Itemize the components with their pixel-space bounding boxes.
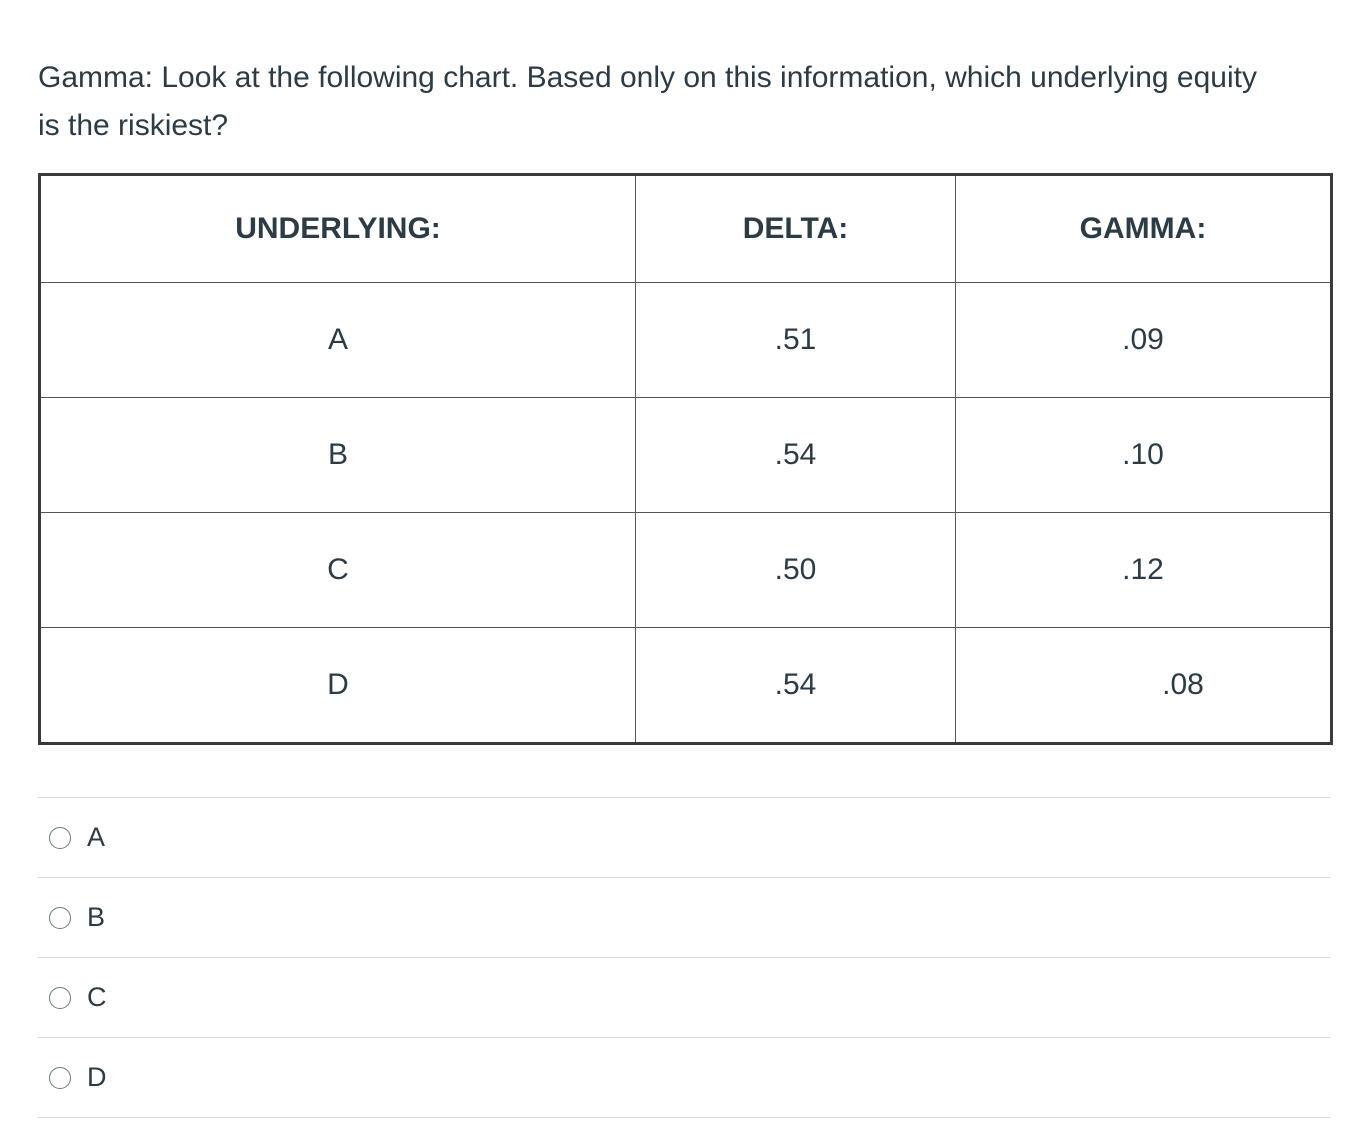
radio-button-icon[interactable]: [49, 907, 71, 929]
radio-button-icon[interactable]: [49, 1067, 71, 1089]
cell-underlying: A: [40, 283, 636, 398]
header-underlying: UNDERLYING:: [40, 175, 636, 283]
table-row: [40, 513, 1332, 628]
cell-underlying: B: [40, 398, 636, 513]
cell-delta: .54: [636, 398, 956, 513]
greeks-table: [38, 173, 1333, 745]
answer-label[interactable]: D: [87, 1062, 107, 1092]
table-row: [40, 398, 1332, 513]
answer-option-c[interactable]: [38, 958, 1330, 1038]
answer-label[interactable]: B: [87, 902, 106, 932]
header-gamma: GAMMA:: [956, 175, 1332, 283]
answer-option-b[interactable]: [38, 878, 1330, 958]
cell-delta: .50: [636, 513, 956, 628]
radio-button-icon[interactable]: [49, 987, 71, 1009]
cell-delta: .54: [636, 628, 956, 744]
table-row: [40, 283, 1332, 398]
cell-gamma: .12: [956, 513, 1332, 628]
cell-underlying: D: [40, 628, 636, 744]
answer-list: [38, 797, 1330, 1118]
table-header-row: [40, 175, 1332, 283]
answer-option-d[interactable]: [38, 1038, 1330, 1118]
cell-gamma: .09: [956, 283, 1332, 398]
answer-label[interactable]: A: [87, 822, 106, 852]
cell-underlying: C: [40, 513, 636, 628]
cell-delta: .51: [636, 283, 956, 398]
answer-label[interactable]: C: [87, 982, 107, 1012]
answer-option-a[interactable]: [38, 798, 1330, 878]
question-text: Gamma: Look at the following chart. Based only on this information, which underlying equity is the riskiest?: [38, 61, 1257, 142]
radio-button-icon[interactable]: [49, 827, 71, 849]
cell-gamma: [956, 628, 1332, 744]
table-row: [40, 628, 1332, 744]
cell-gamma-value: .08: [1162, 668, 1204, 701]
header-delta: DELTA:: [636, 175, 956, 283]
cell-gamma: .10: [956, 398, 1332, 513]
